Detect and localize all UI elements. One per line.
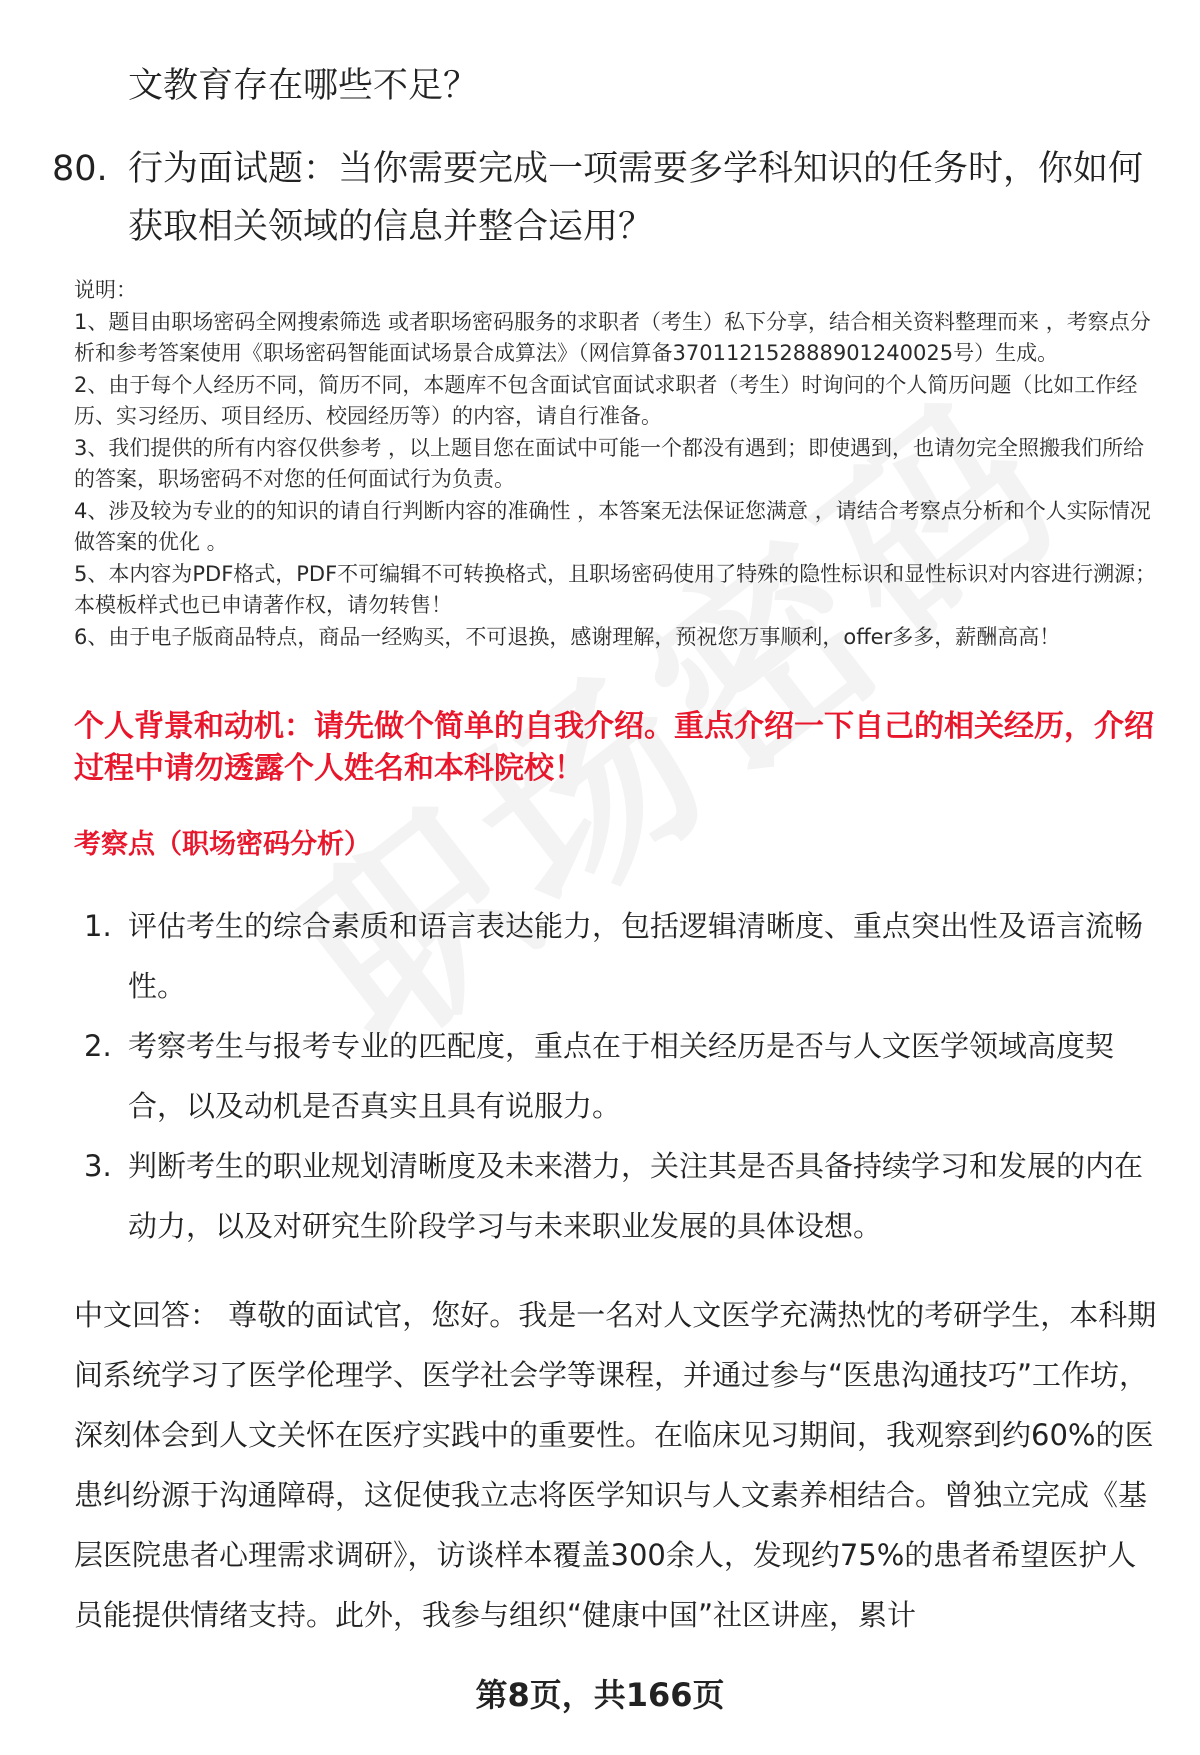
analysis-list xyxy=(84,896,1144,1256)
analysis-point xyxy=(84,1016,1144,1136)
notes-line: 4、涉及较为专业的的知识的请自行判断内容的准确性 ，本答案无法保证您满意 ，请结合考察点分析和个人实际情况做答案的优化 。 xyxy=(74,498,1151,554)
question-number: 80. xyxy=(52,149,108,189)
analysis-title: 考察点（职场密码分析） xyxy=(74,829,371,860)
notes-block xyxy=(74,275,1159,653)
analysis-point-number: 2. xyxy=(84,1029,112,1063)
analysis-point-number: 3. xyxy=(84,1149,112,1183)
page-footer: 第8页，共166页 xyxy=(475,1676,725,1714)
analysis-point-text: 评估考生的综合素质和语言表达能力，包括逻辑清晰度、重点突出性及语言流畅性。 xyxy=(128,909,1144,1003)
background-question: 个人背景和动机：请先做个简单的自我介绍。重点介绍一下自己的相关经历，介绍过程中请勿透露个人姓名和本科院校！ xyxy=(74,709,1154,786)
notes-line: 3、我们提供的所有内容仅供参考 ，以上题目您在面试中可能一个都没有遇到；即使遇到，也请勿完全照搬我们所给的答案，职场密码不对您的任何面试行为负责。 xyxy=(74,435,1145,491)
notes-line: 说明： xyxy=(74,278,137,302)
notes-line: 1、题目由职场密码全网搜索筛选 或者职场密码服务的求职者（考生）私下分享，结合相关资料整理而来 ，考察点分析和参考答案使用《职场密码智能面试场景合成算法》（网信算备370112152888901240025号）生成。 xyxy=(74,309,1151,365)
question-continuation: 文教育存在哪些不足？ xyxy=(128,66,479,106)
answer-text: 中文回答： 尊敬的面试官，您好。我是一名对人文医学充满热忱的考研学生，本科期间系统学习了医学伦理学、医学社会学等课程，并通过参与“医患沟通技巧”工作坊，深刻体会到人文关怀在医疗实践中的重要性。在临床见习期间，我观察到约60%的医患纠纷源于沟通障碍，这促使我立志将医学知识与人文素养相结合。曾独立完成《基层医院患者心理需求调研》，访谈样本覆盖300余人，发现约75%的患者希望医护人员能提供情绪支持。此外，我参与组织“健康中国”社区讲座，累计 xyxy=(74,1298,1157,1632)
analysis-point xyxy=(84,896,1144,1016)
analysis-point-text: 判断考生的职业规划清晰度及未来潜力，关注其是否具备持续学习和发展的内在动力，以及对研究生阶段学习与未来职业发展的具体设想。 xyxy=(128,1149,1144,1243)
question-text: 行为面试题：当你需要完成一项需要多学科知识的任务时，你如何获取相关领域的信息并整合运用？ xyxy=(128,149,1144,247)
analysis-point xyxy=(84,1136,1144,1256)
notes-line: 6、由于电子版商品特点，商品一经购买，不可退换，感谢理解，预祝您万事顺利，offer多多，薪酬高高！ xyxy=(74,624,1061,649)
notes-line: 5、本内容为PDF格式，PDF不可编辑不可转换格式，且职场密码使用了特殊的隐性标识和显性标识对内容进行溯源；本模板样式也已申请著作权，请勿转售！ xyxy=(74,561,1157,617)
notes-line: 2、由于每个人经历不同，简历不同，本题库不包含面试官面试求职者（考生）时询问的个人简历问题（比如工作经历、实习经历、项目经历、校园经历等）的内容，请自行准备。 xyxy=(74,372,1138,428)
analysis-point-number: 1. xyxy=(84,909,112,943)
analysis-point-text: 考察考生与报考专业的匹配度，重点在于相关经历是否与人文医学领域高度契合，以及动机是否真实且具有说服力。 xyxy=(128,1029,1115,1123)
question-item-80 xyxy=(52,140,1152,256)
